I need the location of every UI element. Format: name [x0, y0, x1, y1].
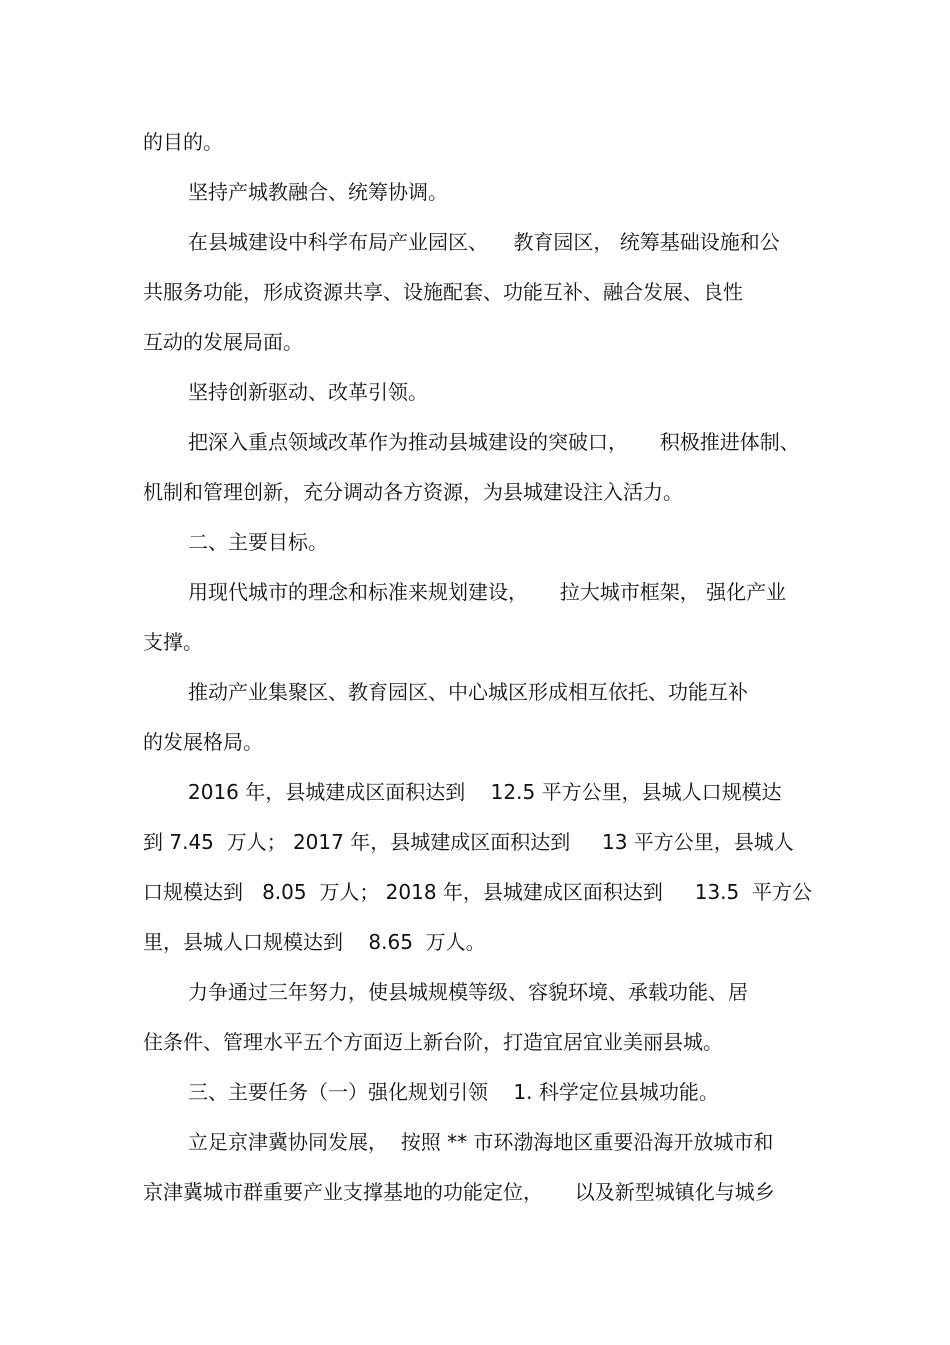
text-line-14: 2016 年，县城建成区面积达到 12.5 平方公里，县城人口规模达 [188, 780, 782, 804]
text-line-8: 机制和管理创新，充分调动各方资源，为县城建设注入活力。 [143, 480, 683, 504]
text-line-11: 支撑。 [143, 630, 203, 654]
text-line-6: 坚持创新驱动、改革引领。 [188, 380, 428, 404]
text-line-19: 住条件、管理水平五个方面迈上新台阶，打造宜居宜业美丽县城。 [143, 1030, 723, 1054]
text-line-2: 坚持产城教融合、统筹协调。 [188, 180, 448, 204]
text-line-13: 的发展格局。 [143, 730, 263, 754]
text-line-4: 共服务功能，形成资源共享、设施配套、功能互补、融合发展、良性 [143, 280, 743, 304]
text-line-18: 力争通过三年努力，使县城规模等级、容貌环境、承载功能、居 [188, 980, 748, 1004]
text-line-12: 推动产业集聚区、教育园区、中心城区形成相互依托、功能互补 [188, 680, 748, 704]
text-line-21: 立足京津冀协同发展， 按照 ** 市环渤海地区重要沿海开放城市和 [188, 1130, 774, 1154]
text-line-15: 到 7.45 万人； 2017 年，县城建成区面积达到 13 平方公里，县城人 [143, 830, 794, 854]
text-line-17: 里，县城人口规模达到 8.65 万人。 [143, 930, 486, 954]
text-line-5: 互动的发展局面。 [143, 330, 303, 354]
text-line-9: 二、主要目标。 [188, 530, 328, 554]
text-line-1: 的目的。 [143, 130, 223, 154]
text-line-3: 在县城建设中科学布局产业园区、 教育园区， 统筹基础设施和公 [188, 230, 780, 254]
text-line-22: 京津冀城市群重要产业支撑基地的功能定位， 以及新型城镇化与城乡 [143, 1180, 775, 1204]
text-line-7: 把深入重点领域改革作为推动县城建设的突破口， 积极推进体制、 [188, 430, 800, 454]
text-line-10: 用现代城市的理念和标准来规划建设， 拉大城市框架， 强化产业 [188, 580, 787, 604]
text-line-16: 口规模达到 8.05 万人； 2018 年，县城建成区面积达到 13.5 平方公 [143, 880, 812, 904]
text-line-20: 三、主要任务（一）强化规划引领 1. 科学定位县城功能。 [188, 1080, 719, 1104]
